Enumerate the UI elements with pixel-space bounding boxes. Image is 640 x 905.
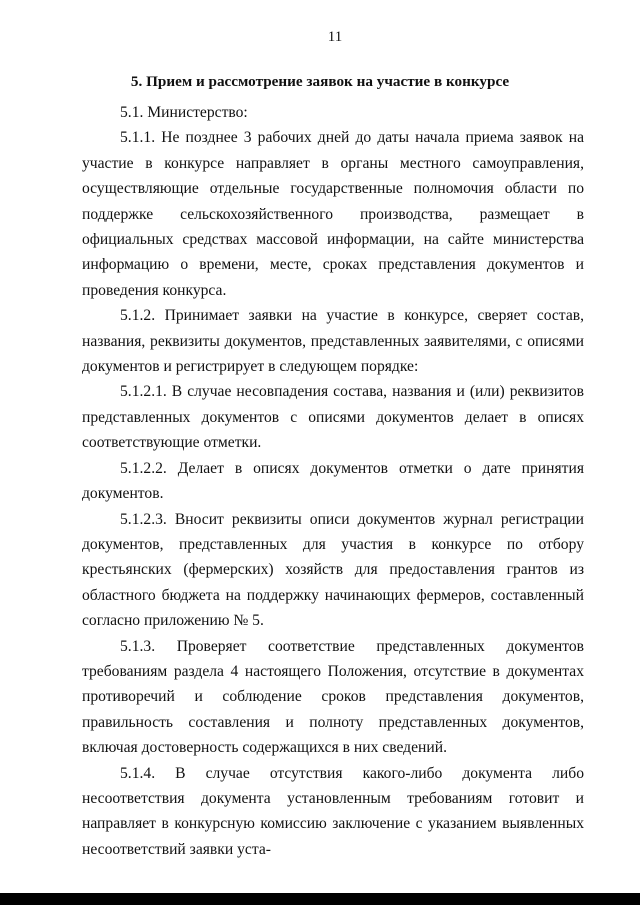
page-number: 11 bbox=[327, 29, 343, 45]
paragraph-5-1: 5.1. Министерство: bbox=[120, 104, 248, 121]
paragraph-5-1-4: 5.1.4. В случае отсутствия какого-либо документа либо несоответствия документа установленным требованиям готовит и направляет в конкурсную комиссию заключение с указанием выявленных несоответствий заявки уста- bbox=[82, 764, 584, 858]
paragraph-5-1-2-1: 5.1.2.1. В случае несовпадения состава, названия и (или) реквизитов представленных документов с описями документов делает в описях соответствующие отметки. bbox=[82, 383, 584, 452]
section-heading: 5. Прием и рассмотрение заявок на участие в конкурсе bbox=[130, 73, 510, 90]
paragraph-5-1-2-2: 5.1.2.2. Делает в описях документов отметки о дате принятия документов. bbox=[82, 459, 584, 503]
paragraph-5-1-2-3: 5.1.2.3. Вносит реквизиты описи документов журнал регистрации документов, представленных для участия в конкурсе по отбору крестьянских (фермерских) хозяйств для предоставления грантов из областного бюджета на поддержку начинающих фермеров, составленный согласно приложению № 5. bbox=[82, 510, 584, 630]
document-body bbox=[82, 100, 584, 862]
paragraph-5-1-1: 5.1.1. Не позднее 3 рабочих дней до даты начала приема заявок на участие в конкурсе направляет в органы местного самоуправления, осуществляющие отдельные государственные полномочия области по поддержке сельскохозяйственного производства, размещает в официальных средствах массовой информации, на сайте министерства информацию о времени, месте, сроках представления документов и проведения конкурса. bbox=[82, 129, 584, 299]
paragraph-5-1-2: 5.1.2. Принимает заявки на участие в конкурсе, сверяет состав, названия, реквизиты документов, представленных заявителями, с описями документов и регистрирует в следующем порядке: bbox=[82, 307, 584, 376]
paragraph-5-1-3: 5.1.3. Проверяет соответствие представленных документов требованиям раздела 4 настоящего Положения, отсутствие в документах противоречий и соблюдение сроков представления документов, правильность составления и полноту представленных документов, включая достоверность содержащихся в них сведений. bbox=[82, 637, 584, 757]
scan-bottom-border bbox=[0, 893, 640, 905]
